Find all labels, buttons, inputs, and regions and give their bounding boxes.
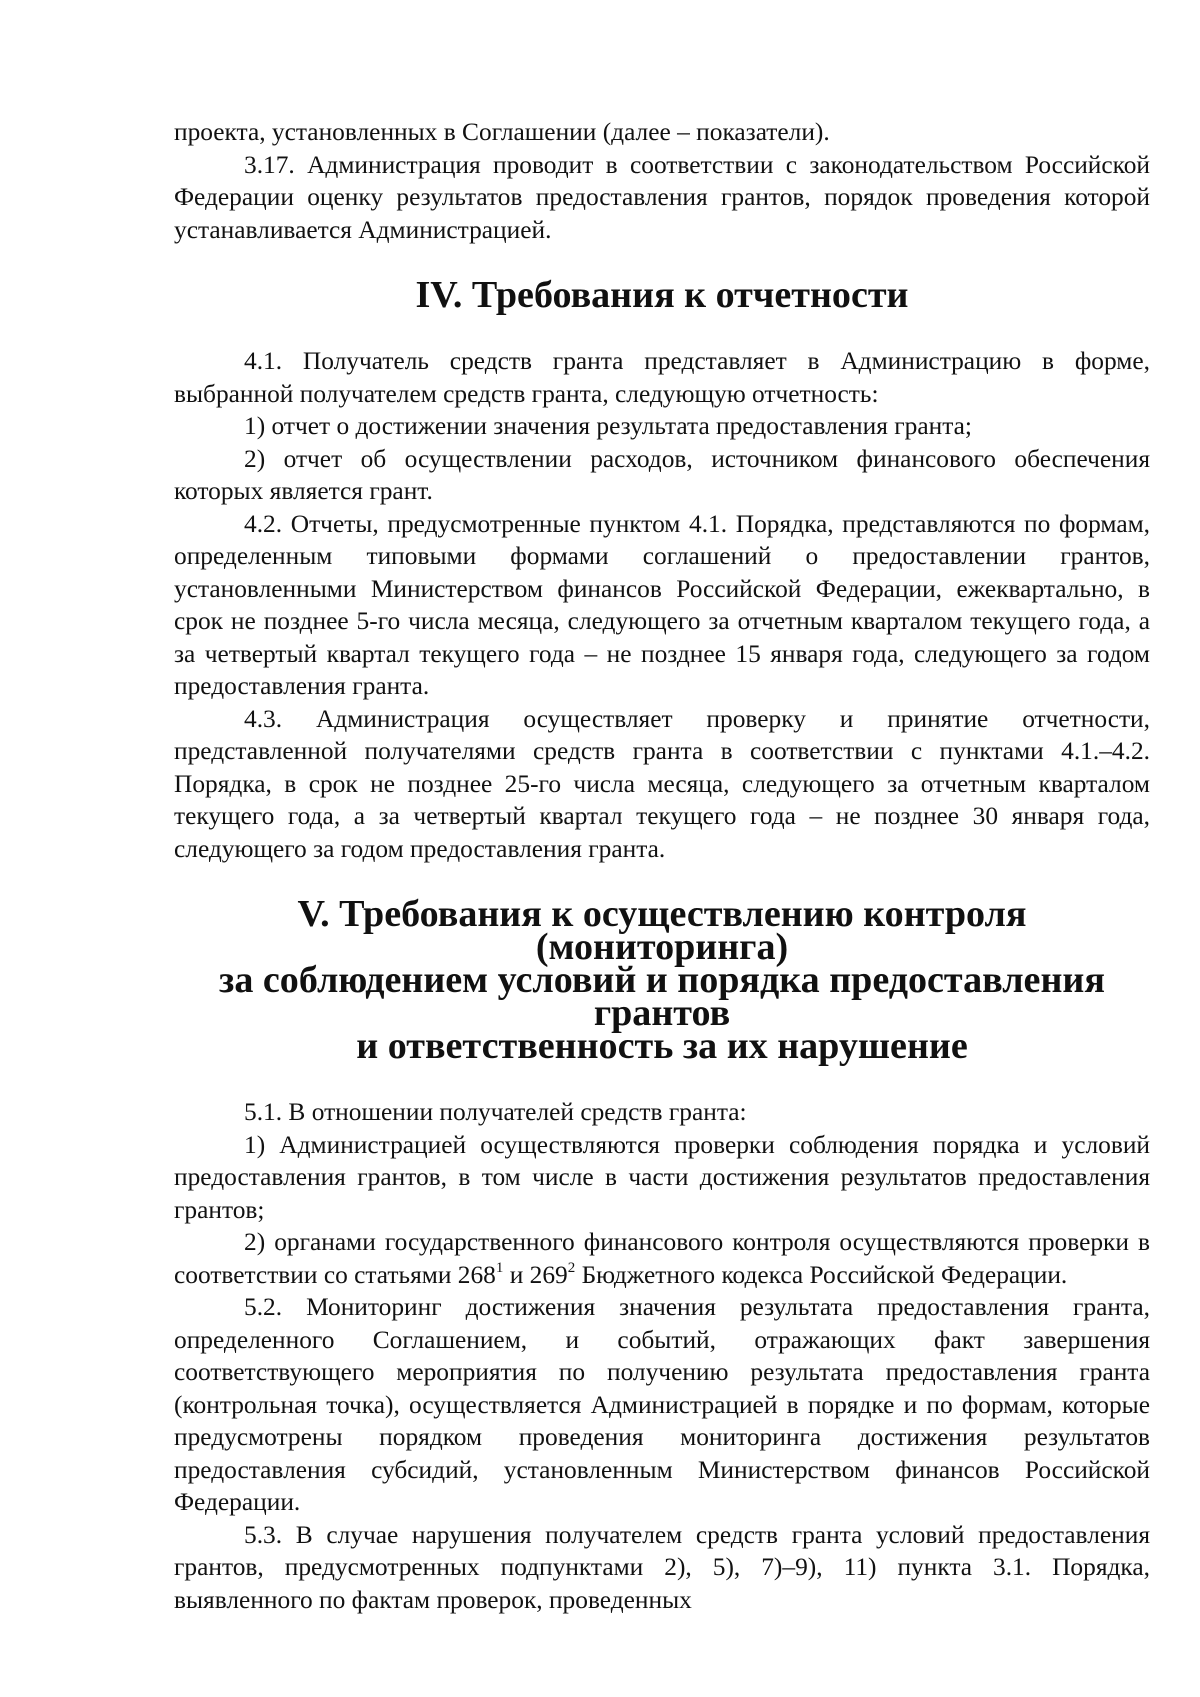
section-heading-5-line-2: за соблюдением условий и порядка предоставления грантов (219, 959, 1105, 1034)
article-superscript-2: 2 (567, 1259, 576, 1276)
section-heading-5-line-1: V. Требования к осуществлению контроля (мониторинга) (297, 893, 1027, 968)
paragraph-5-1-item-2-text-b: и 269 (503, 1260, 568, 1289)
paragraph-5-1: 5.1. В отношении получателей средств гранта: (244, 1098, 747, 1126)
paragraph-4-1-item-1: 1) отчет о достижении значения результата предоставления гранта; (244, 412, 972, 440)
paragraph-intro: проекта, установленных в Соглашении (далее – показатели). (174, 118, 830, 146)
document-page (174, 116, 1150, 1616)
section-heading-4: IV. Требования к отчетности (415, 274, 909, 316)
paragraph-4-3: 4.3. Администрация осуществляет проверку и принятие отчетности, представленной получателями средств гранта в соответствии с пунктами 4.1.–4.2. Порядка, в срок не позднее 25-го числа месяца, следующего за отчетным кварталом текущего года, а за четвертый квартал текущего года – не позднее 30 января года, следующего за годом предоставления гранта. (174, 704, 1150, 863)
paragraph-5-2: 5.2. Мониторинг достижения значения результата предоставления гранта, определенного Соглашением, и событий, отражающих факт завершения соответствующего мероприятия по получению результата предоставления гранта (контрольная точка), осуществляется Администрацией в порядке и по формам, которые предусмотрены порядком проведения мониторинга достижения результатов предоставления субсидий, установленным Министерством финансов Российской Федерации. (174, 1293, 1150, 1516)
paragraph-4-1-item-2: 2) отчет об осуществлении расходов, источником финансового обеспечения которых является грант. (174, 444, 1150, 505)
paragraph-4-2: 4.2. Отчеты, предусмотренные пунктом 4.1. Порядка, представляются по формам, определенным типовыми формами соглашений о предоставлении грантов, установленными Министерством финансов Российской Федерации, ежеквартально, в срок не позднее 5-го числа месяца, следующего за отчетным кварталом текущего года, а за четвертый квартал текущего года – не позднее 15 января года, следующего за годом предоставления гранта. (174, 509, 1150, 700)
section-heading-5 (174, 893, 1150, 1067)
section-heading-5-line-3: и ответственность за их нарушение (356, 1025, 968, 1067)
paragraph-5-1-item-2 (174, 1226, 1150, 1291)
article-superscript-1: 1 (495, 1259, 504, 1276)
paragraph-5-1-item-1: 1) Администрацией осуществляются проверки соблюдения порядка и условий предоставления грантов, в том числе в части достижения результатов предоставления грантов; (174, 1130, 1150, 1224)
paragraph-5-1-item-2-text-a: 2) органами государственного финансового контроля осуществляются проверки в соответствии со статьями 268 (174, 1228, 1150, 1289)
paragraph-5-1-item-2-text-c: Бюджетного кодекса Российской Федерации. (575, 1260, 1068, 1289)
paragraph-4-1: 4.1. Получатель средств гранта представляет в Администрацию в форме, выбранной получателем средств гранта, следующую отчетность: (174, 347, 1150, 408)
paragraph-5-3: 5.3. В случае нарушения получателем средств гранта условий предоставления грантов, предусмотренных подпунктами 2), 5), 7)–9), 11) пункта 3.1. Порядка, выявленного по фактам проверок, проведенных (174, 1520, 1150, 1614)
paragraph-3-17: 3.17. Администрация проводит в соответствии с законодательством Российской Федерации оценку результатов предоставления грантов, порядок проведения которой устанавливается Администрацией. (174, 150, 1150, 244)
